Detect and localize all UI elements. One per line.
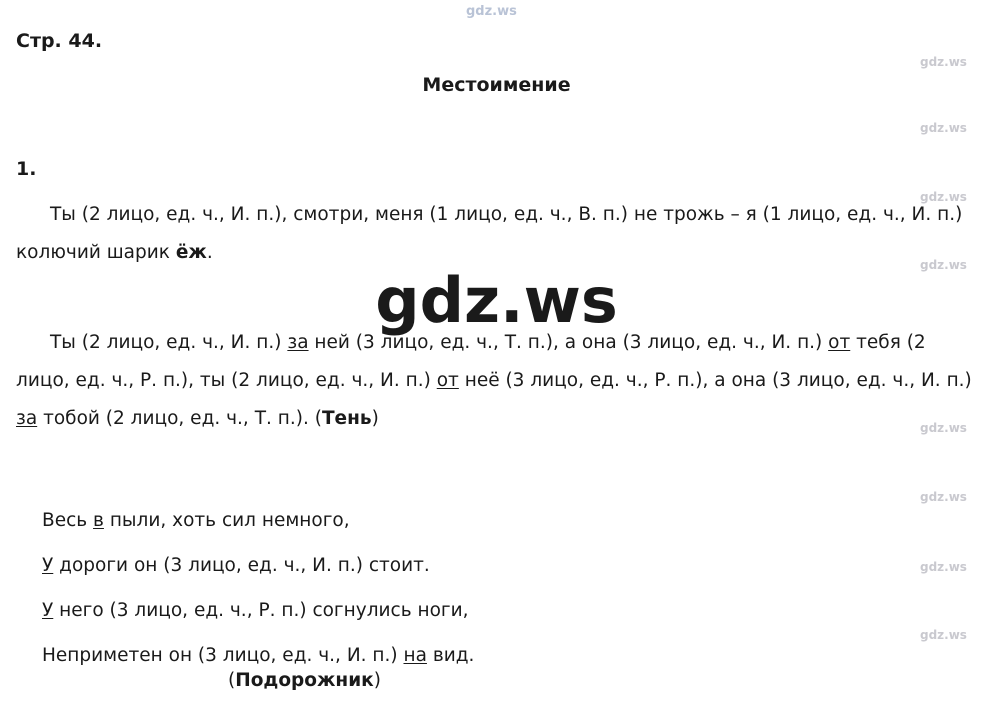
paragraph-2-underline-3: от [436,370,459,391]
page-number: Стр. 44. [16,30,103,52]
paragraph-2-text-1: Ты (2 лицо, ед. ч., И. п.) [50,332,288,353]
paragraph-2-text-5: тобой (2 лицо, ед. ч., Т. п.). ( [37,408,322,429]
exercise-number: 1. [16,158,37,180]
watermark-small: gdz.ws [920,421,967,435]
signature-open-paren: ( [228,670,236,691]
page-title: Местоимение [422,74,571,96]
paragraph-1 [16,196,978,272]
watermark-small: gdz.ws [920,258,967,272]
signature-close-paren: ) [373,670,381,691]
paragraph-1-text-b: . [206,242,213,263]
paragraph-2 [16,324,978,438]
poem-line-2-underline: У [42,555,54,576]
poem-line-3-post: него (3 лицо, ед. ч., Р. п.) согнулись ноги, [53,600,469,621]
paragraph-2-text-6: ) [371,408,379,429]
paragraph-2-underline-4: за [16,408,38,429]
watermark-small: gdz.ws [920,121,967,135]
poem-line-3-underline: У [42,600,54,621]
watermark-large: gdz.ws [375,264,618,337]
watermark-top: gdz.ws [466,4,517,19]
poem-line-2-post: дороги он (3 лицо, ед. ч., И. п.) стоит. [53,555,430,576]
watermark-small: gdz.ws [920,628,967,642]
paragraph-2-text-3: тебя (2 лицо, ед. ч., Р. п.), ты (2 лицо, ед. ч., И. п.) [16,332,926,391]
poem-signature [228,670,381,691]
poem-line-1-underline: в [93,510,104,531]
paragraph-2-underline-2: от [828,332,851,353]
watermark-small: gdz.ws [920,190,967,204]
watermark-small: gdz.ws [920,560,967,574]
paragraph-2-text-4: неё (3 лицо, ед. ч., Р. п.), а она (3 лицо, ед. ч., И. п.) [458,370,972,391]
watermark-small: gdz.ws [920,490,967,504]
poem-line [42,588,474,633]
poem-line-4-pre: Неприметен он (3 лицо, ед. ч., И. п.) [42,645,404,666]
signature-answer: Подорожник [235,670,374,691]
paragraph-2-underline-1: за [287,332,309,353]
poem-line-4-underline: на [403,645,427,666]
watermark-small: gdz.ws [920,55,967,69]
paragraph-1-bold-word: ёж [175,242,207,263]
paragraph-2-text-2: ней (3 лицо, ед. ч., Т. п.), а она (3 лицо, ед. ч., И. п.) [308,332,829,353]
poem-line-1-pre: Весь [42,510,94,531]
poem-line-1-post: пыли, хоть сил немного, [103,510,350,531]
paragraph-1-text-a: Ты (2 лицо, ед. ч., И. п.), смотри, меня (1 лицо, ед. ч., В. п.) не трожь – я (1 лицо, ед. ч., И. п.) колючий шарик [16,204,963,263]
poem-line-4-post: вид. [426,645,475,666]
poem-line [42,498,474,543]
poem-line [42,543,474,588]
poem-block [42,498,474,678]
paragraph-2-answer: Тень [321,408,372,429]
